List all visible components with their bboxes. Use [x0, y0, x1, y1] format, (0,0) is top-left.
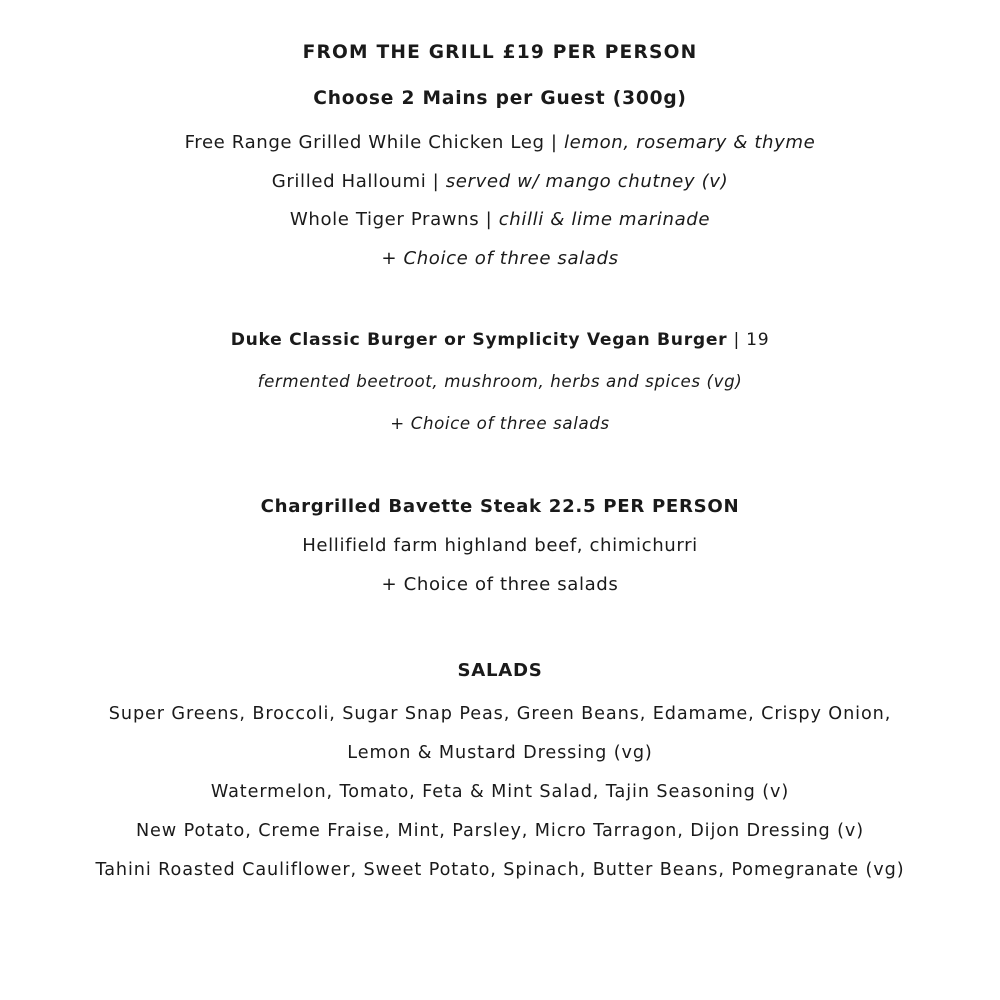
salad-line: New Potato, Creme Fraise, Mint, Parsley, Micro Tarragon, Dijon Dressing (v) — [135, 821, 865, 841]
steak-title: Chargrilled Bavette Steak 22.5 PER PERSON — [260, 496, 740, 517]
item-separator: | — [426, 171, 446, 192]
burger-salad-note: + Choice of three salads — [390, 414, 610, 433]
salads-title: SALADS — [457, 660, 543, 681]
grill-item-prawns — [0, 209, 1000, 230]
salad-line: Lemon & Mustard Dressing (vg) — [347, 743, 653, 763]
burger-line — [0, 330, 1000, 350]
grill-item-halloumi — [0, 171, 1000, 192]
grill-salad-note: + Choice of three salads — [381, 248, 619, 269]
salad-line: Watermelon, Tomato, Feta & Mint Salad, Tajin Seasoning (v) — [210, 782, 790, 802]
grill-subtitle: Choose 2 Mains per Guest (300g) — [313, 88, 687, 109]
steak-description: Hellifield farm highland beef, chimichurri — [302, 535, 698, 556]
burger-price: | 19 — [727, 330, 770, 350]
grill-title: FROM THE GRILL £19 PER PERSON — [302, 42, 698, 63]
salad-line: Super Greens, Broccoli, Sugar Snap Peas, Green Beans, Edamame, Crispy Onion, — [108, 704, 892, 724]
item-name: Grilled Halloumi — [271, 171, 427, 192]
steak-salad-note: + Choice of three salads — [381, 574, 619, 595]
salad-line: Tahini Roasted Cauliflower, Sweet Potato, Spinach, Butter Beans, Pomegranate (vg) — [95, 860, 905, 880]
item-separator: | — [479, 209, 499, 230]
item-name: Whole Tiger Prawns — [289, 209, 480, 230]
burger-description: fermented beetroot, mushroom, herbs and spices (vg) — [257, 372, 743, 391]
item-description: served w/ mango chutney (v) — [445, 171, 729, 192]
item-separator: | — [544, 132, 564, 153]
burger-title: Duke Classic Burger or Symplicity Vegan Burger — [230, 330, 728, 350]
grill-item-chicken — [0, 132, 1000, 153]
item-name: Free Range Grilled While Chicken Leg — [184, 132, 545, 153]
item-description: lemon, rosemary & thyme — [564, 132, 816, 153]
item-description: chilli & lime marinade — [498, 209, 711, 230]
